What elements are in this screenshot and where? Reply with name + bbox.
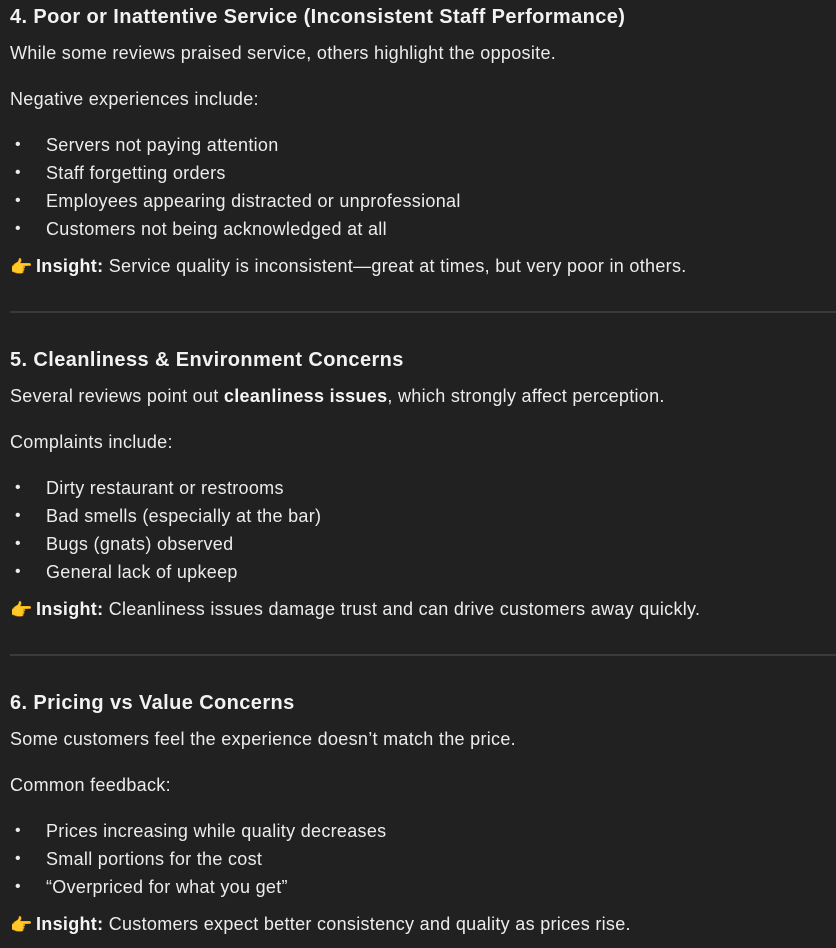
list-item: • General lack of upkeep — [10, 558, 836, 586]
list-lead: Complaints include: — [10, 432, 173, 452]
list-item: • Staff forgetting orders — [10, 159, 836, 187]
list-item: • Dirty restaurant or restrooms — [10, 474, 836, 502]
list-lead: Common feedback: — [10, 775, 171, 795]
list-item: • Bad smells (especially at the bar) — [10, 502, 836, 530]
section-poor-service — [10, 3, 836, 281]
bullet-list — [10, 817, 836, 901]
insight-line — [10, 595, 836, 624]
pointing-hand-icon: 👉 — [10, 600, 33, 620]
bullet-icon: • — [15, 563, 21, 580]
pointing-hand-icon: 👉 — [10, 257, 33, 277]
section-divider — [10, 654, 836, 656]
bullet-icon: • — [15, 479, 21, 496]
bullet-list — [10, 131, 836, 243]
bullet-icon: • — [15, 136, 21, 153]
section-heading: 5. Cleanliness & Environment Concerns — [10, 349, 404, 371]
section-heading: 4. Poor or Inattentive Service (Inconsistent Staff Performance) — [10, 6, 626, 28]
section-intro: Several reviews point out cleanliness issues, which strongly affect perception. — [10, 386, 665, 406]
bullet-icon: • — [15, 822, 21, 839]
list-item: • Bugs (gnats) observed — [10, 530, 836, 558]
insight-text: Cleanliness issues damage trust and can drive customers away quickly. — [103, 599, 701, 619]
bullet-icon: • — [15, 164, 21, 181]
insight-label: Insight: — [36, 914, 104, 934]
bullet-icon: • — [15, 507, 21, 524]
list-item: • Employees appearing distracted or unprofessional — [10, 187, 836, 215]
section-divider — [10, 311, 836, 313]
bullet-icon: • — [15, 192, 21, 209]
insight-line — [10, 252, 836, 281]
section-intro: While some reviews praised service, others highlight the opposite. — [10, 43, 557, 63]
list-lead: Negative experiences include: — [10, 89, 259, 109]
section-pricing — [10, 689, 836, 939]
list-item: • Prices increasing while quality decreases — [10, 817, 836, 845]
list-item: • Customers not being acknowledged at all — [10, 215, 836, 243]
list-item: • Small portions for the cost — [10, 845, 836, 873]
list-item: • Servers not paying attention — [10, 131, 836, 159]
bullet-icon: • — [15, 878, 21, 895]
pointing-hand-icon: 👉 — [10, 915, 33, 935]
insight-text: Service quality is inconsistent—great at times, but very poor in others. — [103, 256, 687, 276]
section-intro: Some customers feel the experience doesn’t match the price. — [10, 729, 516, 749]
bullet-icon: • — [15, 535, 21, 552]
section-cleanliness — [10, 346, 836, 624]
insight-label: Insight: — [36, 599, 104, 619]
insight-line — [10, 910, 836, 939]
bullet-list — [10, 474, 836, 586]
bullet-icon: • — [15, 850, 21, 867]
list-item: • “Overpriced for what you get” — [10, 873, 836, 901]
insight-label: Insight: — [36, 256, 104, 276]
bullet-icon: • — [15, 220, 21, 237]
section-heading: 6. Pricing vs Value Concerns — [10, 692, 295, 714]
insight-text: Customers expect better consistency and quality as prices rise. — [103, 914, 631, 934]
